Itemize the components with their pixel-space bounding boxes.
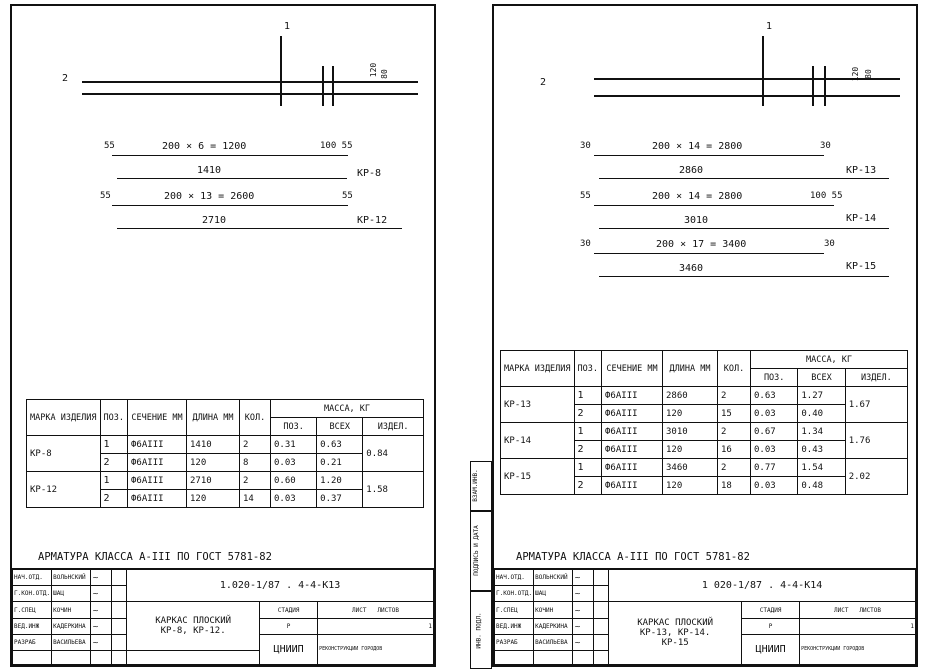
pos-1-label: 1 (284, 21, 291, 32)
table-row: КР-13 1 Ф6АIII 2860 2 0.63 1.27 1.67 (501, 387, 908, 405)
rebar-note: АРМАТУРА КЛАССА А-III ПО ГОСТ 5781-82 (38, 551, 272, 563)
dim-text: 80 (863, 69, 873, 79)
title-block: НАЧ.ОТД. ВОЛЬНСКИЙ ~ 1 020-1/87 . 4-4-К14 Г.КОН.ОТД. ШАЦ ~ Г.СПЕЦ КОЧИН ~ КАРКАС ПЛОСКИЙ КР-13, КР-14. КР-15 СТАДИЯ ЛИСТ ЛИСТОВ ВЕД.ИНЖ КАДЕРКИНА ~ Р 1 РАЗРАБ ВАСИЛЬЕВА ~ ЦНИИП РЕКОНСТРУКЦИИ ГОРОДОВ (494, 569, 916, 665)
mark-label: КР-8 (357, 168, 382, 179)
table-row: КР-14 1 Ф6АIII 3010 2 0.67 1.34 1.76 (501, 423, 908, 441)
pos-1-label: 1 (766, 21, 773, 32)
table-row: КР-8 1 Ф6АIII 1410 2 0.31 0.63 0.84 (27, 436, 424, 454)
doc-title: КАРКАС ПЛОСКИЙ (637, 618, 714, 629)
pos-2-label: 2 (62, 73, 69, 84)
table-row: 2 Ф6АIII 120 18 0.03 0.48 (501, 477, 908, 495)
dim-text: 120 (369, 62, 379, 78)
bar-line (82, 81, 418, 83)
table-row: КР-12 1 Ф6АIII 2710 2 0.60 1.20 1.58 (27, 472, 424, 490)
mark-label: КР-15 (846, 261, 877, 272)
mark-label: КР-13 (846, 165, 877, 176)
bar-line (82, 93, 418, 95)
mark-label: КР-12 (357, 215, 388, 226)
spec-table: МАРКА ИЗДЕЛИЯ ПОЗ. СЕЧЕНИЕ ММ ДЛИНА ММ КОЛ. МАССА, КГ ПОЗ. ВСЕХ ИЗДЕЛ. КР-13 1 Ф6АIII 2860 2 0.63 1.27 1.67 2 Ф6АIII 120 15 0.03 0.40 КР-14 1 Ф6АIII 3010 2 0.67 1.34 1.76 2 Ф6АIII 120 16 0.03 0.43 КР-15 1 Ф6АIII 3460 2 0.77 1.54 2.02 2 Ф6АIII 120 18 0.03 0.48 (500, 350, 908, 495)
title-block: НАЧ.ОТД. ВОЛЬНСКИЙ ~ 1.020-1/87 . 4-4-К13 Г.КОН.ОТД. ШАЦ ~ Г.СПЕЦ КОЧИН ~ КАРКАС ПЛОСКИЙ КР-8, КР-12. СТАДИЯ ЛИСТ ЛИСТОВ ВЕД.ИНЖ КАДЕРКИНА ~ Р 1 РАЗРАБ ВАСИЛЬЕВА ~ ЦНИИП РЕКОНСТРУКЦИИ ГОРОДОВ (12, 569, 434, 665)
drawing-sheet-left: 1 2 120 80 55 200 × 6 = 1200 100 55 1410 КР-8 55 200 × 13 = 2600 55 2710 КР-12 МАРКА ИЗДЕЛИЯ ПОЗ. СЕЧЕНИЕ ММ ДЛИНА ММ КОЛ. МАССА, КГ ПОЗ. ВСЕХ ИЗДЕЛ. КР-8 1 Ф6АIII 1410 2 0.31 0.63 0.84 2 Ф6АIII 120 8 0.03 0.21 КР-12 1 Ф6АIII 2710 2 0.60 1.20 1.58 2 Ф6АIII 120 14 0.03 0.37 АРМАТУРА КЛАССА А-III ПО ГОСТ 5781-82 НАЧ.ОТД. ВОЛЬНСКИЙ ~ 1.020-1/87 . 4-4-К13 Г.КОН.ОТД. ШАЦ ~ Г.СПЕЦ КОЧИН ~ КАРКАС ПЛОСКИЙ КР-8, КР-12. СТАДИЯ ЛИСТ ЛИСТОВ ВЕД.ИНЖ КАДЕРКИНА ~ Р 1 РАЗРАБ ВАСИЛЬЕВА ~ ЦНИИП РЕКОНСТРУКЦИИ ГОРОДОВ (10, 4, 436, 667)
doc-code: 1.020-1/87 . 4-4-К13 (127, 570, 434, 602)
drawing-sheet-right: ВЗАМ.ИНВ. ПОДПИСЬ И ДАТА ИНВ. ПОДЛ. 1 2 120 80 30 200 × 14 = 2800 30 2860 КР-13 55 200 × 14 = 2800 100 55 3010 КР-14 30 200 × 17 = 3400 30 3460 КР-15 МАРКА ИЗДЕЛИЯ ПОЗ. СЕЧЕНИЕ ММ ДЛИНА ММ КОЛ. МАССА, КГ ПОЗ. ВСЕХ ИЗДЕЛ. КР-13 1 Ф6АIII 2860 2 0.63 1.27 1.67 2 Ф6АIII 120 15 0.03 0.40 КР-14 1 Ф6АIII 3010 2 0.67 1.34 1.76 2 Ф6АIII 120 16 0.03 0.43 КР-15 1 Ф6АIII 3460 2 0.77 1.54 2.02 2 Ф6АIII 120 18 0.03 0.48 АРМАТУРА КЛАССА А-III ПО ГОСТ 5781-82 НАЧ.ОТД. ВОЛЬНСКИЙ ~ 1 020-1/87 . 4-4-К14 Г.КОН.ОТД. ШАЦ ~ Г.СПЕЦ КОЧИН ~ КАРКАС ПЛОСКИЙ КР-13, КР-14. КР-15 СТАДИЯ ЛИСТ ЛИСТОВ ВЕД.ИНЖ КАДЕРКИНА ~ Р 1 РАЗРАБ ВАСИЛЬЕВА ~ ЦНИИП РЕКОНСТРУКЦИИ ГОРОДОВ (492, 4, 918, 667)
rod-line (280, 36, 282, 106)
table-row: 2 Ф6АIII 120 8 0.03 0.21 (27, 454, 424, 472)
spec-table: МАРКА ИЗДЕЛИЯ ПОЗ. СЕЧЕНИЕ ММ ДЛИНА ММ КОЛ. МАССА, КГ ПОЗ. ВСЕХ ИЗДЕЛ. КР-8 1 Ф6АIII 1410 2 0.31 0.63 0.84 2 Ф6АIII 120 8 0.03 0.21 КР-12 1 Ф6АIII 2710 2 0.60 1.20 1.58 2 Ф6АIII 120 14 0.03 0.37 (26, 399, 424, 508)
table-row: 2 Ф6АIII 120 16 0.03 0.43 (501, 441, 908, 459)
table-row: 2 Ф6АIII 120 15 0.03 0.40 (501, 405, 908, 423)
org-name: ЦНИИП (742, 634, 800, 664)
org-name: ЦНИИП (260, 634, 318, 664)
doc-title: КАРКАС ПЛОСКИЙ (155, 616, 232, 627)
rod-line (322, 66, 324, 106)
dim-text: 80 (379, 69, 389, 79)
dim-text: 120 (851, 66, 861, 82)
rebar-note: АРМАТУРА КЛАССА А-III ПО ГОСТ 5781-82 (516, 551, 750, 563)
pos-2-label: 2 (540, 77, 547, 88)
doc-code: 1 020-1/87 . 4-4-К14 (609, 570, 916, 602)
table-row: КР-15 1 Ф6АIII 3460 2 0.77 1.54 2.02 (501, 459, 908, 477)
table-row: 2 Ф6АIII 120 14 0.03 0.37 (27, 490, 424, 508)
mark-label: КР-14 (846, 213, 877, 224)
rod-line (332, 66, 334, 106)
